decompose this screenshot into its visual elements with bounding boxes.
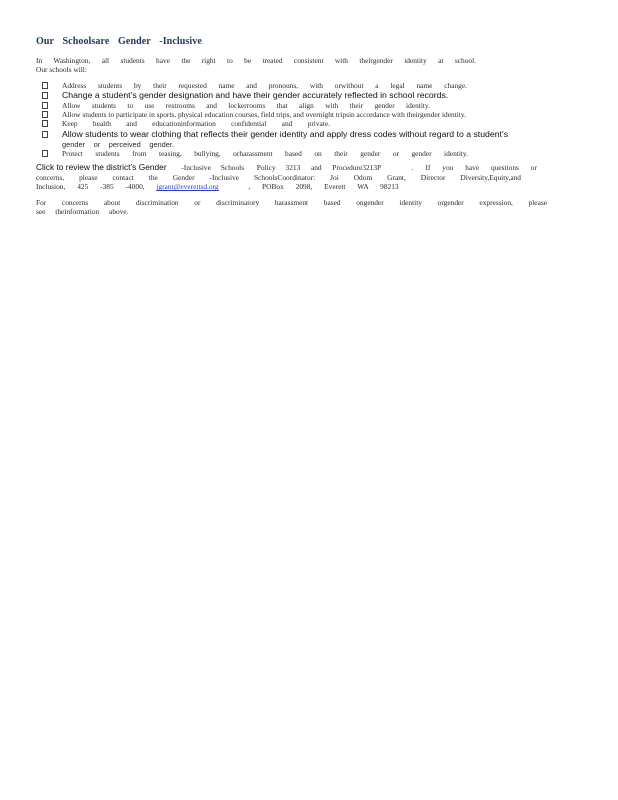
contact-prefix: Inclusion, 425 -385 -4000, [36,182,145,192]
intro-line-2: Our schools will: [36,65,87,75]
list-item [36,110,584,119]
list-item [36,119,584,128]
review-and: and [310,163,322,173]
list-item [36,101,584,110]
list-item [36,81,584,90]
document-page [36,36,584,217]
list-item-text: Allow students to wear clothing that reflects their gender identity and apply dress codes without regard to a student’s [62,128,509,139]
contact-line-2 [36,182,584,191]
list-item [36,149,584,158]
policy-link[interactable]: Policy 3213 [256,163,301,173]
list-item-text: Allow students to use restrooms and lockerrooms that align with their gender identity. [62,101,430,111]
list-item-text-cont: gender or perceived gender. [62,139,174,149]
contact-line-1: concerns, please contact the Gender -Inclusive SchoolsCoordinator: Joi Odom Grant, Director Diversity,Equity,and [36,173,521,183]
list-item-text: Allow students to participate in sports, physical education courses, field trips, and overnight tripsin accordance with theirgender identity. [62,110,466,120]
procedure-link[interactable]: Procedure3213P [332,163,382,173]
bullet-icon [42,92,48,99]
page-title: Our Schoolsare Gender -Inclusive [36,36,202,47]
list-item-text: Protect students from teasing, bullying, orharassment based on their gender or gender identity. [62,148,468,158]
review-middle: -Inclusive Schools [181,163,245,173]
concerns-line-1: For concerns about discrimination or discriminatory harassment based ongender identity orgender expression, please [36,197,547,207]
intro-block [36,56,584,75]
review-prefix: Click to review the district’s Gender [36,162,167,173]
email-link[interactable]: jgrant@everettsd.org [156,182,219,192]
list-item-text: Keep health and educationinformation confidential and private. [62,119,330,129]
review-suffix: . If you have questions or [411,163,537,173]
bullet-icon [42,120,48,127]
contact-block [36,173,584,192]
bullet-icon [42,131,48,138]
concerns-block [36,198,584,217]
bullet-icon [42,150,48,157]
concerns-line-2: see theinformation above. [36,207,129,217]
contact-suffix: , POBox 2098, Everett WA 98213 [248,182,399,192]
rights-list [36,81,584,158]
intro-line-1: In Washington, all students have the right to be treated consistent with theirgender identity at school. [36,56,476,65]
list-item-text: Change a student’s gender designation and have their gender accurately reflected in school records. [62,90,449,101]
bullet-icon [42,102,48,109]
list-item-text: Address students by their requested name and pronouns, with orwithout a legal name change. [62,80,467,90]
list-item [36,90,584,101]
list-item [36,129,584,149]
bullet-icon [42,111,48,118]
review-paragraph [36,162,584,173]
bullet-icon [42,82,48,89]
